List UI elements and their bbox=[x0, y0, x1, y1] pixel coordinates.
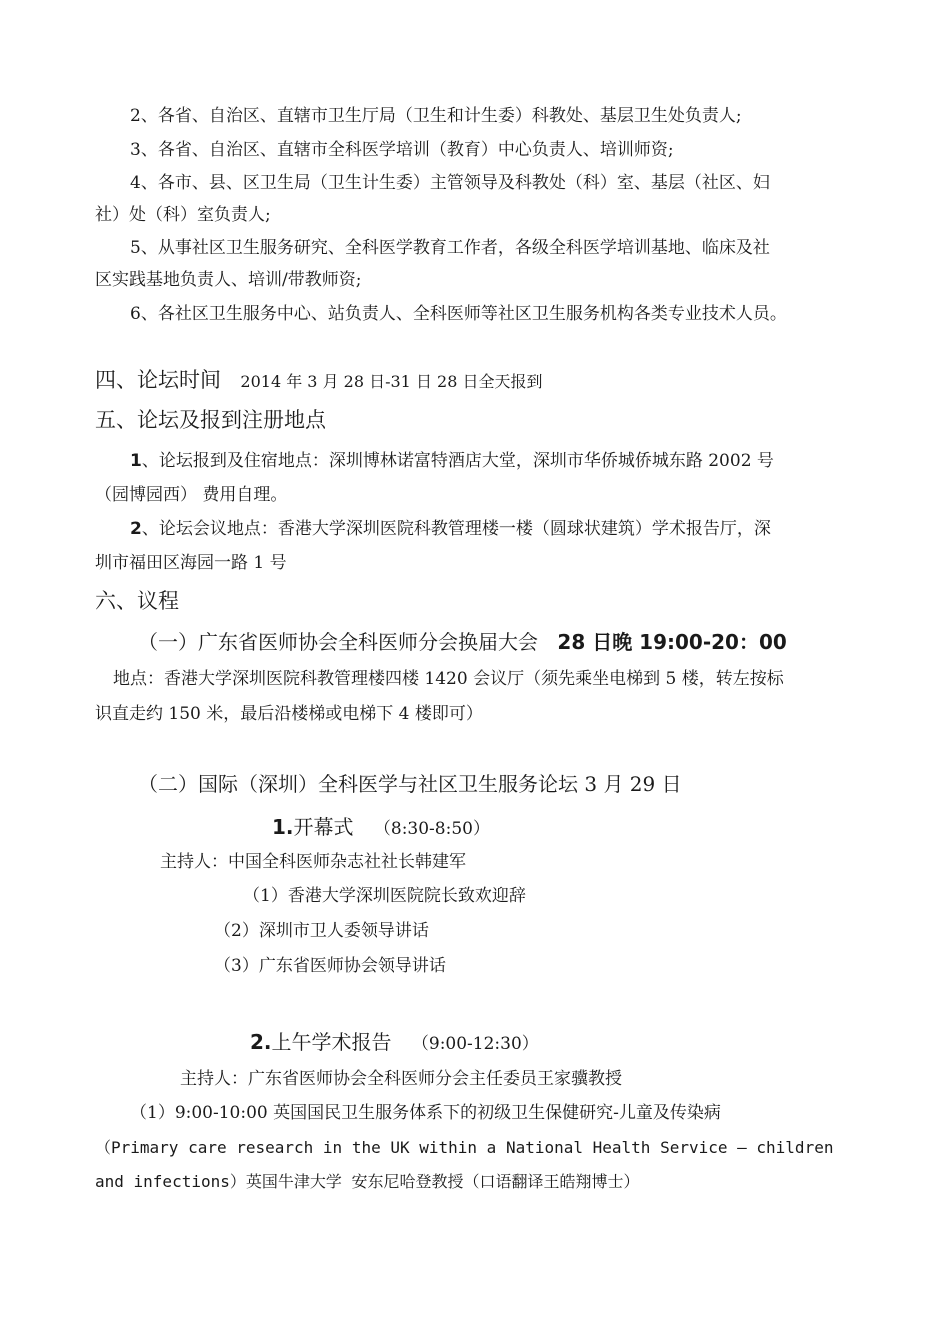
agenda-part-1-time: 28 日晚 19:00-20：00 bbox=[557, 630, 787, 654]
agenda-part-1-location: 地点：香港大学深圳医院科教管理楼四楼 1420 会议厅（须先乘坐电梯到 5 楼，转左按标 bbox=[113, 669, 784, 689]
list-item: 6、各社区卫生服务中心、站负责人、全科医师等社区卫生服务机构各类专业技术人员。 bbox=[130, 304, 787, 324]
opening-time: （8:30-8:50） bbox=[373, 819, 490, 839]
morning-heading bbox=[250, 1029, 539, 1057]
venue-item-2-text: 、论坛会议地点：香港大学深圳医院科教管理楼一楼（圆球状建筑）学术报告厅，深 bbox=[141, 519, 771, 539]
agenda-part-1-title: （一）广东省医师协会全科医师分会换届大会 bbox=[138, 630, 538, 654]
venue-item-1 bbox=[130, 450, 774, 472]
list-item: 3、各省、自治区、直辖市全科医学培训（教育）中心负责人、培训师资; bbox=[130, 140, 674, 160]
opening-item: （3）广东省医师协会领导讲话 bbox=[214, 956, 446, 976]
section-heading-agenda: 六、议程 bbox=[95, 589, 179, 613]
report-item: （1）9:00-10:00 英国国民卫生服务体系下的初级卫生保健研究-儿童及传染病 bbox=[130, 1103, 721, 1123]
forum-time-row bbox=[95, 367, 542, 393]
list-item: 4、各市、县、区卫生局（卫生计生委）主管领导及科教处（科）室、基层（社区、妇 bbox=[130, 173, 770, 193]
opening-number: 1. bbox=[272, 815, 294, 839]
venue-item-2-continuation: 圳市福田区海园一路 1 号 bbox=[95, 553, 287, 573]
morning-number: 2. bbox=[250, 1030, 272, 1054]
section-heading-time: 四、论坛时间 bbox=[95, 368, 221, 392]
morning-title: 上午学术报告 bbox=[271, 1030, 392, 1054]
list-item: 2、各省、自治区、直辖市卫生厅局（卫生和计生委）科教处、基层卫生处负责人; bbox=[130, 106, 742, 126]
venue-item-1-number: 1 bbox=[130, 451, 142, 471]
agenda-part-2-title: （二）国际（深圳）全科医学与社区卫生服务论坛 3 月 29 日 bbox=[138, 772, 682, 796]
forum-time-detail: 2014 年 3 月 28 日-31 日 28 日全天报到 bbox=[240, 372, 543, 391]
agenda-part-1-location-continuation: 识直走约 150 米，最后沿楼梯或电梯下 4 楼即可） bbox=[95, 704, 483, 724]
list-item-continuation: 社）处（科）室负责人; bbox=[95, 205, 271, 225]
opening-title: 开幕式 bbox=[293, 815, 354, 839]
report-item-continuation: and infections）英国牛津大学 安东尼哈登教授（口语翻译王皓翔博士） bbox=[95, 1172, 640, 1191]
opening-item: （1）香港大学深圳医院院长致欢迎辞 bbox=[243, 886, 526, 906]
venue-item-1-text: 、论坛报到及住宿地点：深圳博林诺富特酒店大堂，深圳市华侨城侨城东路 2002 号 bbox=[141, 451, 774, 471]
opening-host: 主持人：中国全科医师杂志社社长韩建军 bbox=[160, 852, 466, 872]
morning-host: 主持人：广东省医师协会全科医师分会主任委员王家骥教授 bbox=[180, 1069, 622, 1089]
agenda-part-1-title-row bbox=[138, 629, 787, 655]
section-heading-venue: 五、论坛及报到注册地点 bbox=[95, 408, 326, 432]
list-item-continuation: 区实践基地负责人、培训/带教师资; bbox=[95, 270, 362, 290]
list-item: 5、从事社区卫生服务研究、全科医学教育工作者，各级全科医学培训基地、临床及社 bbox=[130, 238, 770, 258]
morning-time: （9:00-12:30） bbox=[411, 1034, 539, 1054]
report-item-continuation: （Primary care research in the UK within a National Health Service – children bbox=[95, 1138, 834, 1157]
venue-item-2 bbox=[130, 518, 771, 540]
venue-item-1-continuation: （园博园西） 费用自理。 bbox=[95, 485, 288, 505]
opening-heading bbox=[272, 814, 490, 842]
venue-item-2-number: 2 bbox=[130, 519, 142, 539]
opening-item: （2）深圳市卫人委领导讲话 bbox=[214, 921, 429, 941]
